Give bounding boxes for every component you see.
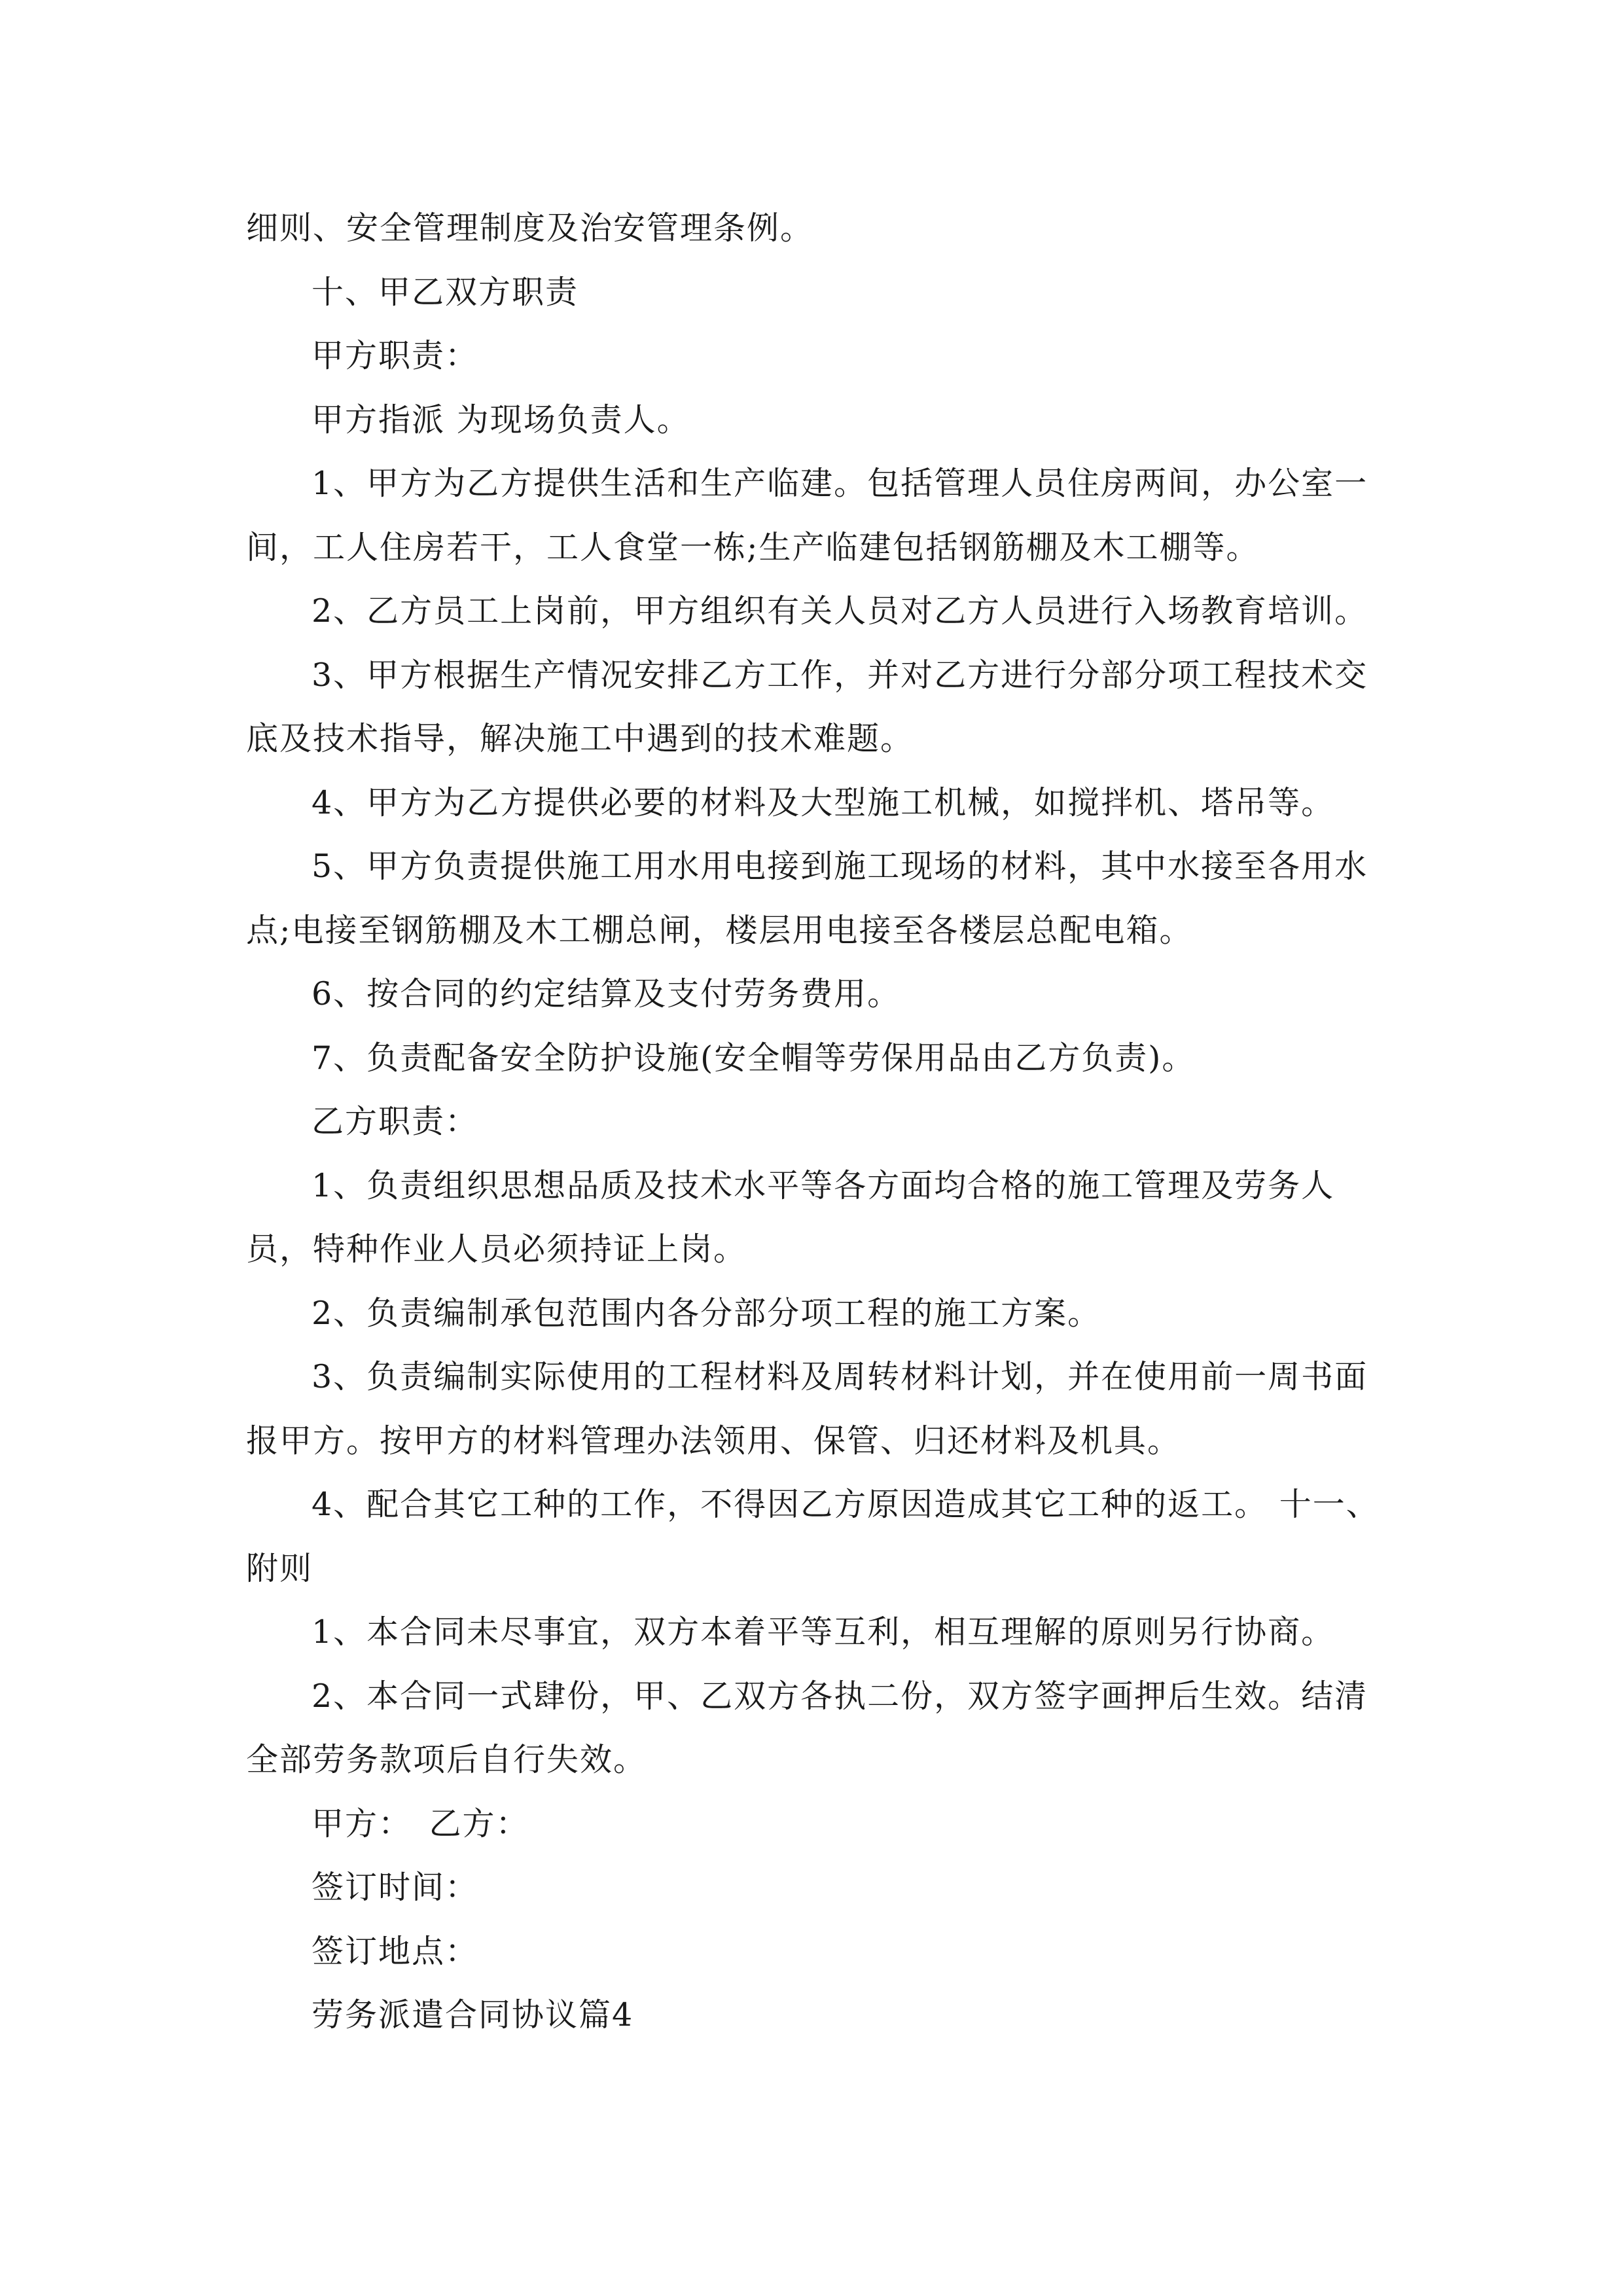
- next-section-title: 劳务派遣合同协议篇4: [312, 1996, 634, 2034]
- paragraph: 甲方指派 为现场负责人。: [312, 401, 690, 439]
- section-heading-responsibilities: 十、甲乙双方职责: [312, 273, 579, 311]
- list-item: 4、甲方为乙方提供必要的材料及大型施工机械，如搅拌机、塔吊等。: [312, 783, 1335, 821]
- list-item: 1、甲方为乙方提供生活和生产临建。包括管理人员住房两间，办公室一间，工人住房若干，工人食堂一栋;生产临建包括钢筋棚及木工棚等。: [246, 465, 1368, 566]
- list-item: 1、本合同未尽事宜，双方本着平等互利，相互理解的原则另行协商。: [312, 1613, 1335, 1651]
- party-a-responsibilities-heading: 甲方职责：: [312, 337, 479, 374]
- paragraph-continuation: 细则、安全管理制度及治安管理条例。: [246, 209, 814, 247]
- document-body: [246, 196, 1398, 2047]
- list-item: 2、负责编制承包范围内各分部分项工程的施工方案。: [312, 1294, 1101, 1332]
- signing-date: 签订时间：: [312, 1869, 479, 1906]
- list-item: 6、按合同的约定结算及支付劳务费用。: [312, 975, 901, 1013]
- list-item: 3、甲方根据生产情况安排乙方工作，并对乙方进行分部分项工程技术交底及技术指导，解决施工中遇到的技术难题。: [246, 656, 1368, 757]
- list-item: 2、本合同一式肆份，甲、乙双方各执二份，双方签字画押后生效。结清全部劳务款项后自行失效。: [246, 1677, 1368, 1778]
- party-b-responsibilities-heading: 乙方职责：: [312, 1103, 479, 1140]
- signature-parties: 甲方： 乙方：: [312, 1804, 529, 1842]
- signing-place: 签订地点：: [312, 1932, 479, 1970]
- list-item: 4、配合其它工种的工作，不得因乙方原因造成其它工种的返工。 十一、附则: [246, 1486, 1380, 1587]
- list-item: 5、甲方负责提供施工用水用电接到施工现场的材料，其中水接至各用水点;电接至钢筋棚及木工棚总闸，楼层用电接至各楼层总配电箱。: [246, 848, 1368, 949]
- list-item: 7、负责配备安全防护设施(安全帽等劳保用品由乙方负责)。: [312, 1039, 1196, 1077]
- list-item: 2、乙方员工上岗前，甲方组织有关人员对乙方人员进行入场教育培训。: [312, 592, 1368, 630]
- list-item: 3、负责编制实际使用的工程材料及周转材料计划，并在使用前一周书面报甲方。按甲方的材料管理办法领用、保管、归还材料及机具。: [246, 1358, 1368, 1460]
- list-item: 1、负责组织思想品质及技术水平等各方面均合格的施工管理及劳务人员，特种作业人员必须持证上岗。: [246, 1166, 1335, 1268]
